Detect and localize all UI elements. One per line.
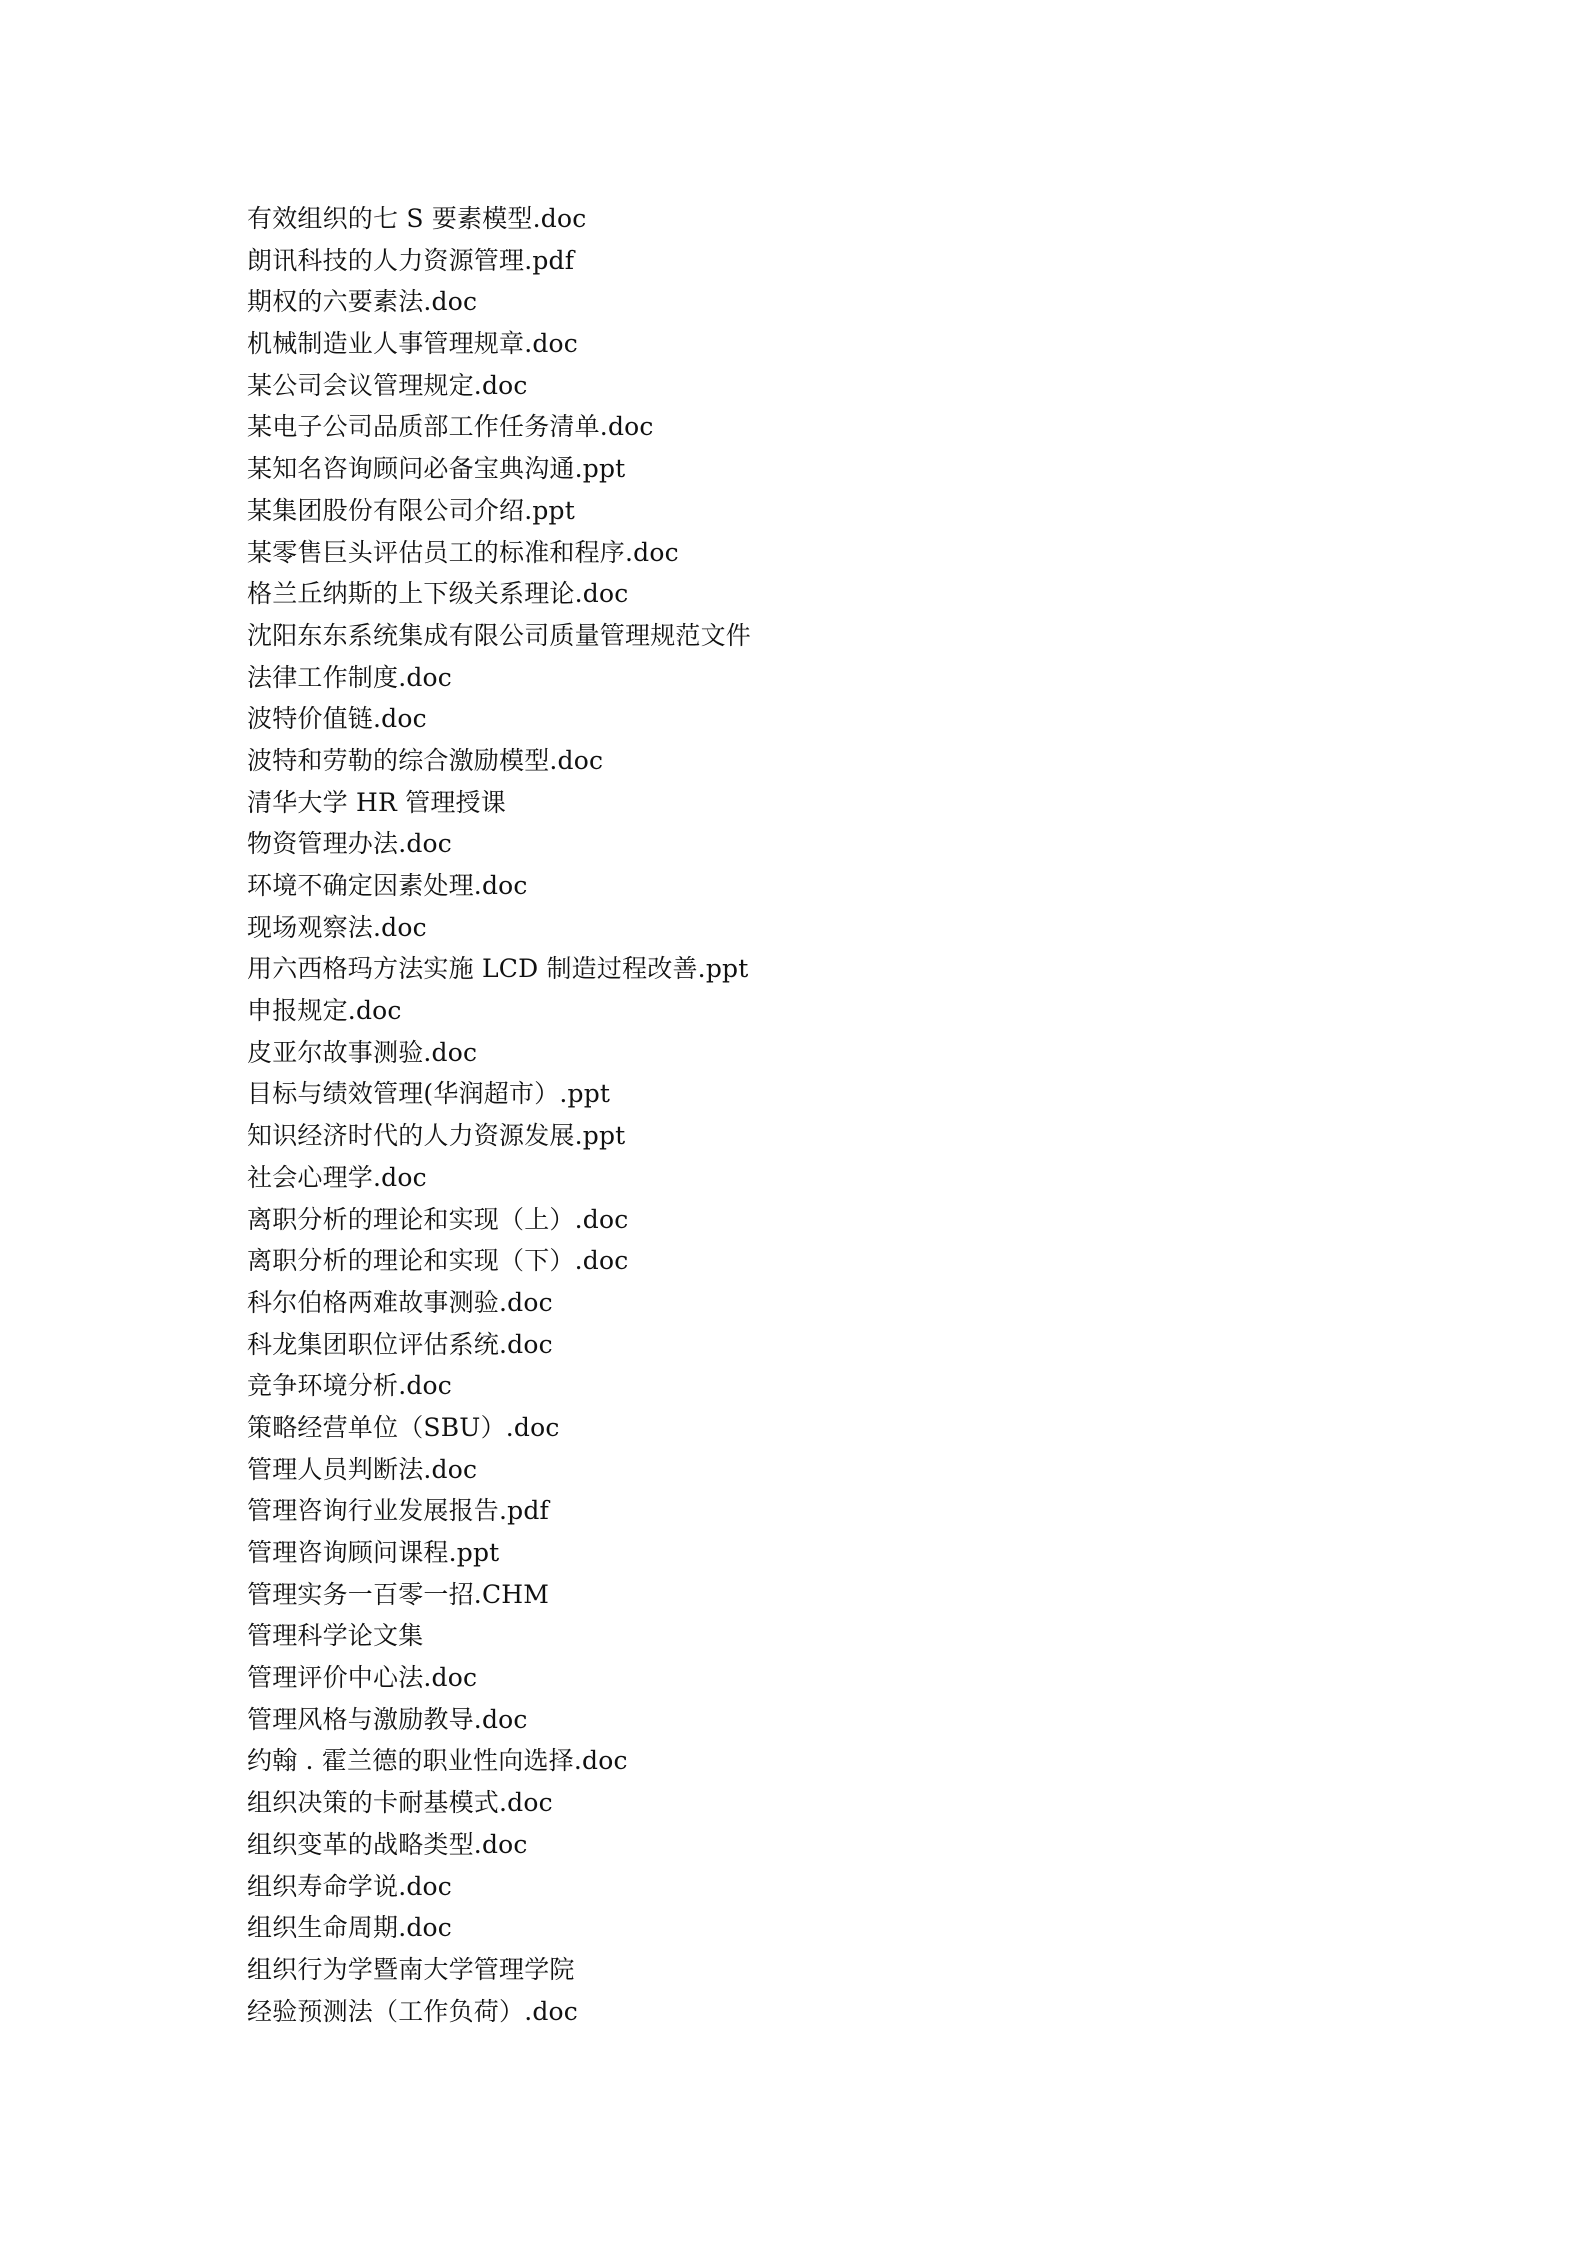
list-item: 物资管理办法.doc [247,829,453,859]
list-item: 环境不确定因素处理.doc [247,871,528,900]
list-item: 某知名咨询顾问必备宝典沟通.ppt [247,454,626,484]
list-item: 管理实务一百零一招.CHM [247,1579,550,1609]
list-item: 管理咨询行业发展报告.pdf [247,1496,550,1526]
list-item: 申报规定.doc [247,996,402,1026]
list-item: 皮亚尔故事测验.doc [247,1037,478,1067]
list-item: 组织行为学暨南大学管理学院 [247,1954,575,1984]
list-item: 科尔伯格两难故事测验.doc [247,1287,553,1317]
list-item: 科龙集团职位评估系统.doc [247,1329,553,1359]
list-item: 管理风格与激励教导.doc [247,1704,528,1734]
list-item: 法律工作制度.doc [247,662,453,692]
list-item: 离职分析的理论和实现（上）.doc [247,1204,629,1234]
list-item: 组织生命周期.doc [247,1913,453,1943]
list-item: 清华大学 HR 管理授课 [247,787,506,817]
list-item: 知识经济时代的人力资源发展.ppt [247,1121,626,1151]
list-item: 策略经营单位（SBU）.doc [247,1412,560,1442]
list-item: 约翰 . 霍兰德的职业性向选择.doc [247,1746,628,1776]
list-item: 波特和劳勒的综合激励模型.doc [247,745,604,775]
list-item: 用六西格玛方法实施 LCD 制造过程改善.ppt [247,954,749,984]
list-item: 沈阳东东系统集成有限公司质量管理规范文件 [247,620,752,650]
list-item: 某电子公司品质部工作任务清单.doc [247,412,654,442]
list-item: 现场观察法.doc [247,912,427,942]
file-list [247,198,751,2032]
list-item: 组织变革的战略类型.doc [247,1829,528,1859]
list-item: 管理科学论文集 [247,1621,424,1651]
list-item: 有效组织的七 S 要素模型.doc [247,204,587,233]
list-item: 离职分析的理论和实现（下）.doc [247,1246,629,1276]
list-item: 管理咨询顾问课程.ppt [247,1538,500,1567]
list-item: 经验预测法（工作负荷）.doc [247,1996,579,2026]
list-item: 朗讯科技的人力资源管理.pdf [247,245,575,275]
list-item: 格兰丘纳斯的上下级关系理论.doc [247,579,629,609]
list-item: 社会心理学.doc [247,1162,427,1192]
list-item: 管理评价中心法.doc [247,1663,478,1693]
list-item: 竞争环境分析.doc [247,1371,453,1401]
list-item: 波特价值链.doc [247,704,427,734]
list-item: 某公司会议管理规定.doc [247,370,528,400]
list-item: 管理人员判断法.doc [247,1454,478,1484]
list-item: 目标与绩效管理(华润超市）.ppt [247,1079,611,1109]
list-item: 组织寿命学说.doc [247,1871,453,1901]
list-item: 组织决策的卡耐基模式.doc [247,1788,553,1818]
list-item: 某集团股份有限公司介绍.ppt [247,495,576,525]
list-item: 某零售巨头评估员工的标准和程序.doc [247,537,679,567]
list-item: 机械制造业人事管理规章.doc [247,329,579,359]
list-item: 期权的六要素法.doc [247,287,478,317]
